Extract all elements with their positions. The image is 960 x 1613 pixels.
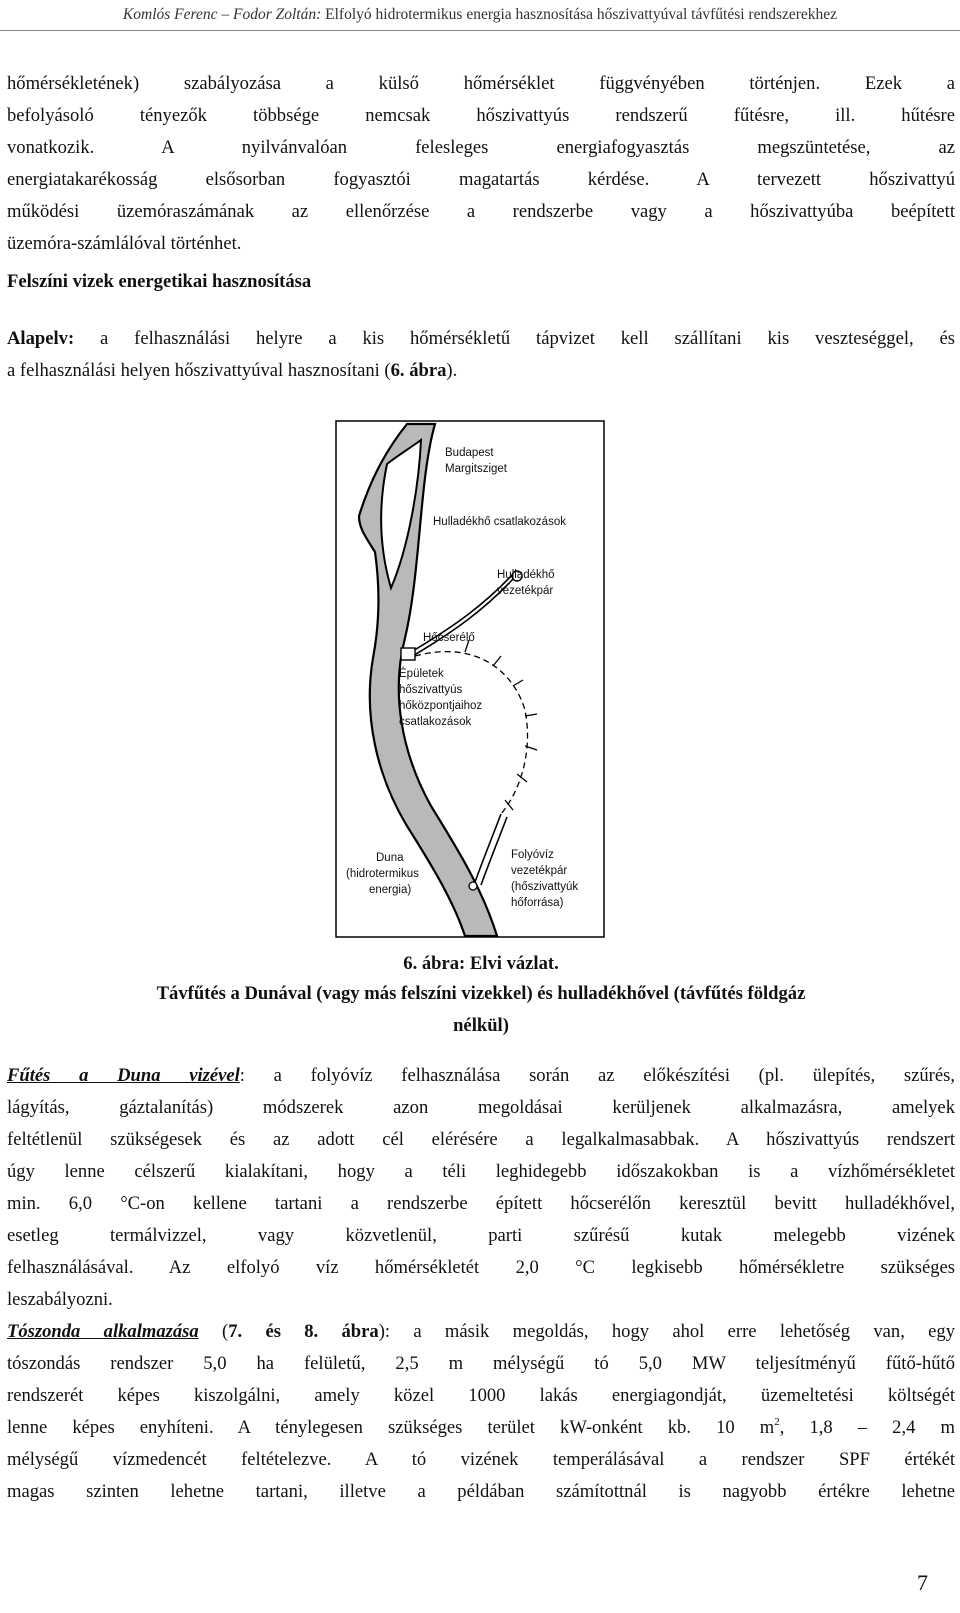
label-margitsziget: Margitsziget [445, 463, 507, 475]
header-title: Elfolyó hidrotermikus energia hasznosítása hőszivattyúval távfűtési rendszerekhez [325, 6, 838, 23]
principle-text-2: a felhasználási helyen hőszivattyúval hasznosítani ( [7, 360, 391, 381]
running-header [0, 0, 960, 30]
text-line: leszabályozni. [7, 1289, 113, 1310]
text-line [7, 323, 955, 355]
text-line: úgy lenne célszerű kialakítani, hogy a téli leghidegebb időszakokban is a vízhőmérsékletet [7, 1161, 955, 1182]
principle-paragraph [7, 323, 955, 387]
label-heat-exchanger: Hőcserélő [423, 632, 475, 644]
label-river-pipe-2: vezetékpár [511, 865, 568, 877]
text-line: energiatakarékosság elsősorban fogyasztói magatartás kérdése. A tervezett hőszivattyú [7, 169, 955, 190]
label-waste-heat-pipe-2: vezetékpár [497, 585, 554, 597]
label-duna-1: Duna [376, 852, 404, 864]
text-line: feltétlenül szükségesek és az adott cél elérésére a legalkalmasabbak. A hőszivattyús rendszert [7, 1129, 955, 1150]
label-river-pipe-1: Folyóvíz [511, 849, 554, 861]
principle-text: a felhasználási helyre a kis hőmérsékletű tápvizet kell szállítani kis veszteséggel, és [100, 328, 955, 349]
text-line: mélységű vízmedencét feltételezve. A tó vizének temperálásával a rendszer SPF értékét [7, 1449, 955, 1470]
paragraph-lead: Fűtés a Duna vizével [7, 1065, 240, 1086]
page-number: 7 [917, 1570, 928, 1595]
text-line: hőmérsékletének) szabályozása a külső hőmérséklet függvényében történjen. Ezek a [7, 73, 955, 94]
label-budapest: Budapest [445, 447, 494, 459]
label-buildings-3: hőközpontjaihoz [399, 700, 483, 712]
paragraph-lake-probe [7, 1316, 955, 1508]
heat-exchanger [401, 648, 415, 660]
text-line: lágyítás, gáztalanítás) módszerek azon megoldásai kerüljenek alkalmazásra, amelyek [7, 1097, 955, 1118]
text-line [7, 1316, 955, 1348]
figure-caption-title [7, 978, 955, 1042]
label-duna-3: energia) [369, 884, 412, 896]
text-line: működési üzemóraszámának az ellenőrzése a rendszerbe vagy a hőszivattyúba beépített [7, 201, 955, 222]
map-svg [335, 420, 605, 938]
text-line: vonatkozik. A nyilvánvalóan felesleges energiafogyasztás megszüntetése, az [7, 137, 955, 158]
text-line: felhasználásával. Az elfolyó víz hőmérsékletét 2,0 °C legkisebb hőmérsékletre szükséges [7, 1257, 955, 1278]
paragraph-text: ): a másik megoldás, hogy ahol erre lehetőség van, egy [378, 1321, 956, 1342]
label-buildings-2: hőszivattyús [399, 684, 463, 696]
section-heading: Felszíni vizek energetikai hasznosítása [7, 271, 312, 292]
label-river-pipe-3: (hőszivattyúk [511, 881, 579, 893]
paragraph-text: : a folyóvíz felhasználása során az előkészítési (pl. ülepítés, szűrés, [239, 1065, 955, 1086]
header-authors: Komlós Ferenc – Fodor Zoltán: [122, 6, 322, 23]
caption-line: nélkül) [453, 1015, 509, 1036]
paragraph-text: , 1,8 – 2,4 m [779, 1417, 955, 1438]
label-duna-2: (hidrotermikus [346, 868, 419, 880]
superscript: 2 [774, 1416, 780, 1428]
principle-label: Alapelv: [7, 328, 75, 349]
text-line: tószondás rendszer 5,0 ha felületű, 2,5 m mélységű tó 5,0 MW teljesítményű fűtő-hűtő [7, 1353, 955, 1374]
river-intake [469, 882, 477, 890]
header-rule [0, 30, 960, 31]
figure-caption [7, 948, 955, 980]
caption-number: 6. ábra: Elvi vázlat. [403, 953, 559, 974]
text-line: min. 6,0 °C-on kellene tartani a rendszerbe épített hőcserélőn keresztül bevitt hulladékhővel, [7, 1193, 955, 1214]
label-buildings-4: csatlakozások [399, 716, 472, 728]
text-line [7, 1412, 955, 1444]
figure-schematic-map [335, 420, 605, 938]
label-waste-heat-pipe-1: Hulladékhő [497, 569, 555, 581]
text-line: esetleg termálvizzel, vagy közvetlenül, parti szűrésű kutak melegebb vizének [7, 1225, 955, 1246]
text-line: magas szinten lehetne tartani, illetve a példában számítottnál is nagyobb értékre lehetne [7, 1481, 955, 1502]
paragraph-duna-heating [7, 1060, 955, 1316]
label-waste-heat-connections: Hulladékhő csatlakozások [433, 516, 566, 528]
label-buildings-1: Épületek [399, 668, 444, 680]
principle-text-end: ). [446, 360, 458, 381]
ref-open: ( [198, 1321, 229, 1342]
text-line [7, 1060, 955, 1092]
figure-ref: 7. és 8. ábra [228, 1321, 379, 1342]
caption-line: Távfűtés a Dunával (vagy más felszíni vizekkel) és hulladékhővel (távfűtés földgáz [156, 983, 806, 1004]
text-line: befolyásoló tényezők többsége nemcsak hőszivattyús rendszerű fűtésre, ill. hűtésre [7, 105, 955, 126]
text-line [7, 355, 955, 387]
intro-paragraph [7, 68, 955, 260]
figure-ref: 6. ábra [390, 360, 447, 381]
label-river-pipe-4: hőforrása) [511, 897, 564, 909]
text-line: rendszerét képes kiszolgálni, amely közel 1000 lakás energiagondját, üzemeltetési költségét [7, 1385, 955, 1406]
paragraph-text: lenne képes enyhíteni. A ténylegesen szükséges terület kW-onként kb. 10 m [7, 1417, 775, 1438]
paragraph-lead: Tószonda alkalmazása [7, 1321, 199, 1342]
text-line: üzemóra-számlálóval történhet. [7, 233, 242, 254]
